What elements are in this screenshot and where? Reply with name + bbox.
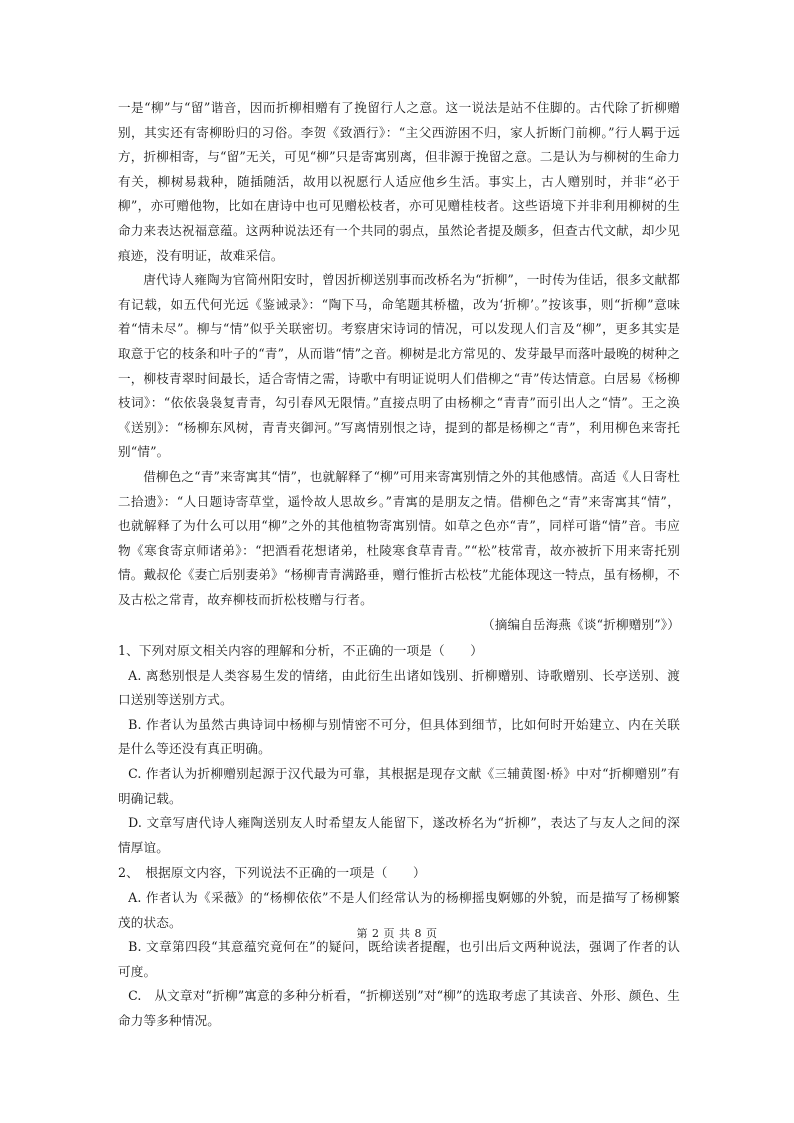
page-footer: 第 2 页 共 8 页 — [356, 927, 438, 940]
question-2-option-a: A. 作者认为《采薇》的“杨柳依依”不是人们经常认为的杨柳摇曳婀娜的外貌，而是描写了杨柳繁茂的状态。 — [118, 890, 680, 930]
question-1-option-b: B. 作者认为虽然古典诗词中杨柳与别情密不可分，但具体到细节，比如何时开始建立、内在关联是什么等还没有真正明确。 — [118, 716, 680, 757]
document-page — [118, 96, 680, 1034]
passage-paragraph-1: 一是“柳”与“留”谐音，因而折柳相赠有了挽留行人之意。这一说法是站不住脚的。古代除了折柳赠别，其实还有寄柳盼归的习俗。李贺《致酒行》：“主父西游困不归，家人折断门前柳。”行人羁于远方，折柳相寄，与“留”无关，可见“柳”只是寄寓别离，但非源于挽留之意。二是认为与柳树的生命力有关，柳树易栽种，随插随活，故用以祝愿行人适应他乡生活。事实上，古人赠别时，并非“必于柳”，亦可赠他物，比如在唐诗中也可见赠松枝者，亦可见赠桂枝者。这些语境下并非利用柳树的生命力来表达祝福意蕴。这两种说法还有一个共同的弱点，虽然论者提及颇多，但查古代文献，却少见痕迹，没有明证，故难采信。 — [118, 100, 680, 263]
passage-paragraph-3: 借柳色之“青”来寄寓其“情”，也就解释了“柳”可用来寄寓别情之外的其他感情。高适《人日寄杜二拾遗》：“人日题诗寄草堂，遥怜故人思故乡。”青寓的是朋友之情。借柳色之“青”来寄寓其“情”，也就解释了为什么可以用“柳”之外的其他植物寄寓别情。如草之色亦“青”，同样可谐“情”音。韦应物《寒食寄京师诸弟》：“把酒看花想诸弟，杜陵寒食草青青。”“松”枝常青，故亦被折下用来寄托别情。戴叔伦《妻亡后别妻弟》“杨柳青青满路垂，赠行惟折古松枝”尤能体现这一特点，虽有杨柳，不及古松之常青，故弃柳枝而折松枝赠与行者。 — [118, 468, 680, 607]
passage-source: （摘编自岳海燕《谈“折柳赠别”》） — [481, 617, 680, 633]
question-1-option-d: D. 文章写唐代诗人雍陶送别友人时希望友人能留下，遂改桥名为“折柳”，表达了与友人之间的深情厚谊。 — [118, 815, 680, 855]
question-1-option-a: A. 离愁别恨是人类容易生发的情绪，由此衍生出诸如饯别、折柳赠别、诗歌赠别、长亭送别、渡口送别等送别方式。 — [118, 667, 680, 708]
question-1-option-c: C. 作者认为折柳赠别起源于汉代最为可靠，其根据是现存文献《三辅黄图·桥》中对“折柳赠别”有明确记载。 — [118, 766, 680, 806]
passage-paragraph-2: 唐代诗人雍陶为官简州阳安时，曾因折柳送别事而改桥名为“折柳”，一时传为佳话，很多文献都有记载，如五代何光远《鉴诫录》：“陶下马，命笔题其桥楹，改为‘折柳’。”按该事，则“折柳”意味着“情未尽”。柳与“情”似乎关联密切。考察唐宋诗词的情况，可以发现人们言及“柳”，更多其实是取意于它的枝条和叶子的“青”，从而谐“情”之音。柳树是北方常见的、发芽最早而落叶最晚的树种之一，柳枝青翠时间最长，适合寄情之需，诗歌中有明证说明人们借柳之“青”传达情意。白居易《杨柳枝词》：“依依袅袅复青青，勾引春风无限情。”直接点明了由杨柳之“青青”而引出人之“情”。王之涣《送别》：“杨柳东风树，青青夹御河。”写离情别恨之诗，提到的都是杨柳之“青”，利用柳色来寄托别“情”。 — [118, 272, 680, 460]
question-2-option-c: C. 从文章对“折柳”寓意的多种分析看，“折柳送别”对“柳”的选取考虑了其读音、外形、颜色、生命力等多种情况。 — [118, 988, 680, 1028]
question-2-stem: 2、 根据原文内容，下列说法不正确的一项是（ ） — [118, 865, 426, 881]
question-1-stem: 1、下列对原文相关内容的理解和分析，不正确的一项是（ ） — [118, 643, 483, 659]
question-2-option-b: B. 文章第四段“其意蕴究竟何在”的疑问，既给读者提醒，也引出后文两种说法，强调了作者的认可度。 — [118, 939, 680, 979]
